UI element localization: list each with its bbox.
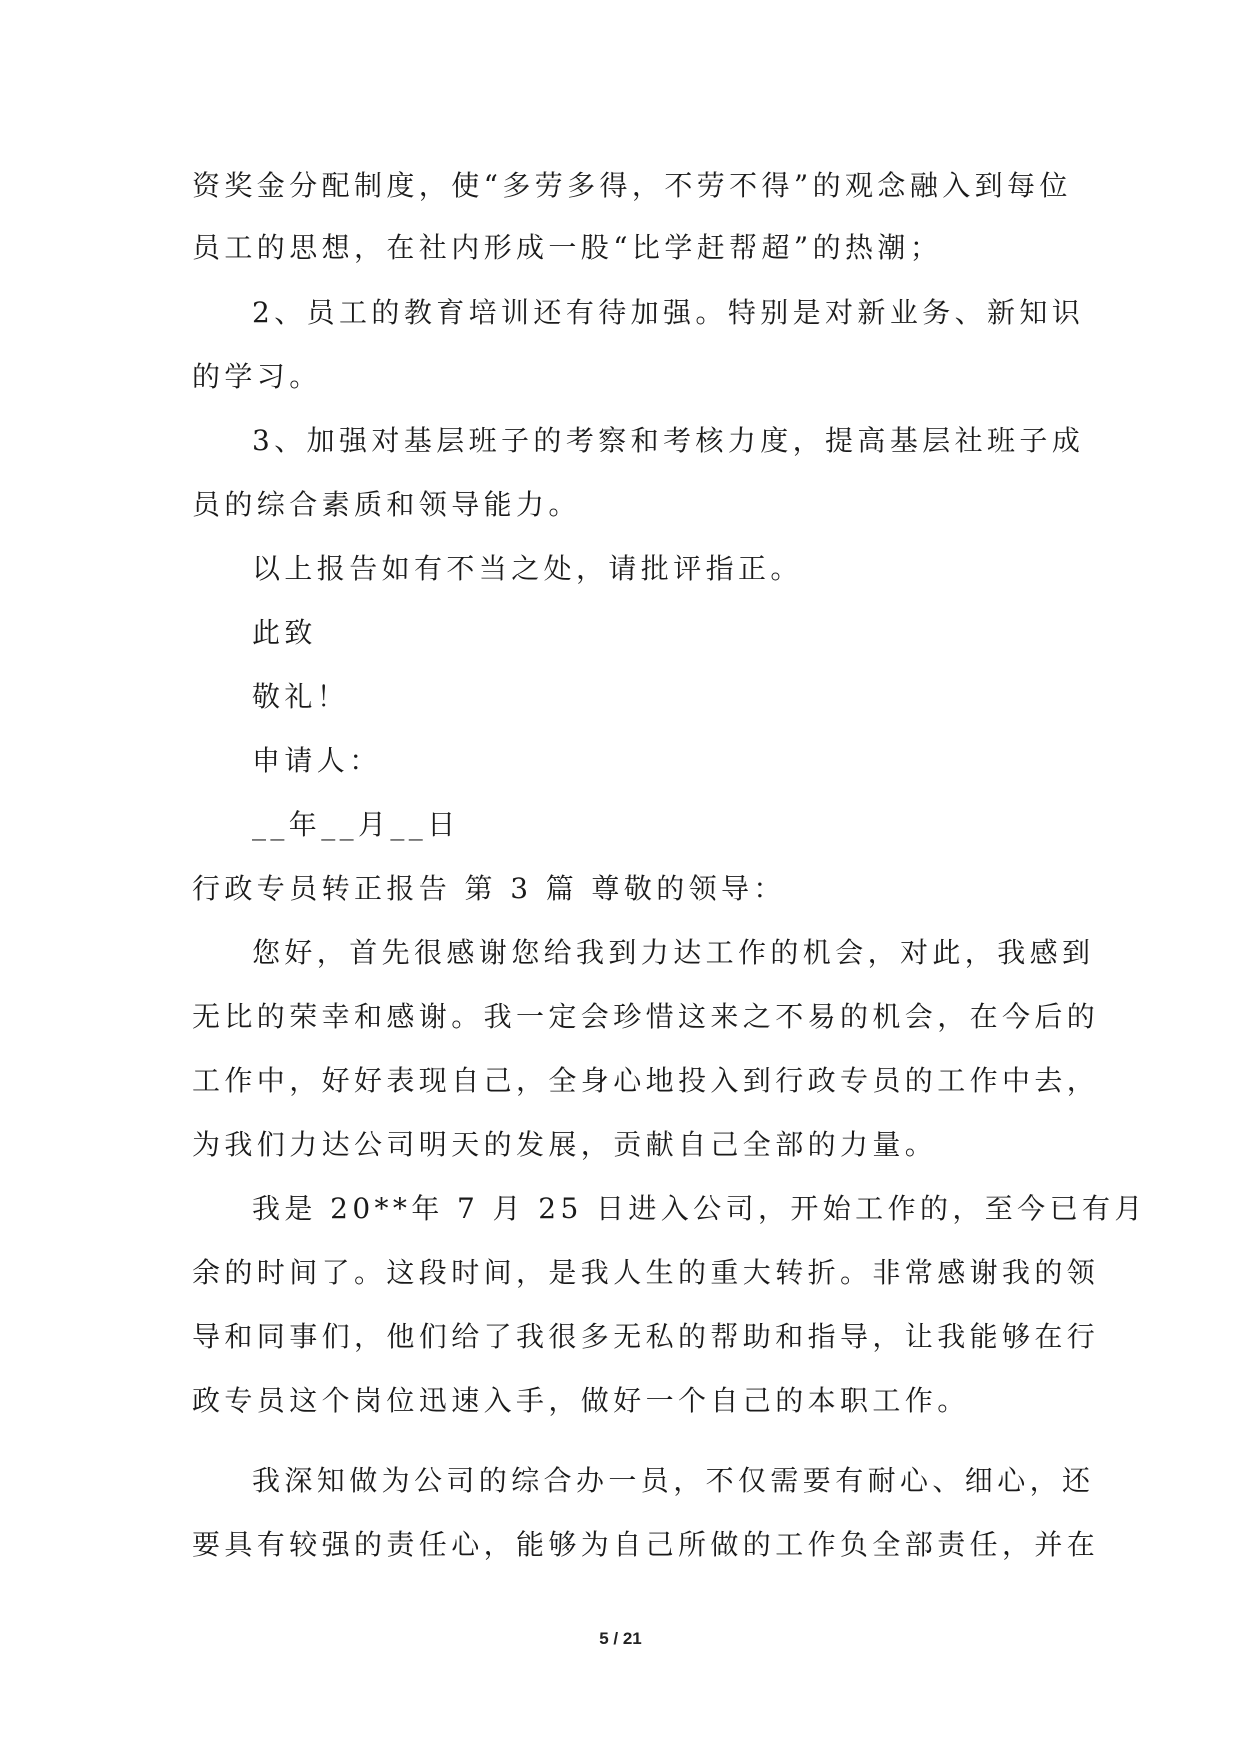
text-line: 敬礼！ (252, 680, 350, 713)
page-number: 5 / 21 (599, 1629, 642, 1648)
section-heading: 行政专员转正报告 第 3 篇 尊敬的领导： (192, 872, 786, 905)
text-line: 的学习。 (192, 360, 322, 393)
text-line: 申请人： (252, 744, 382, 777)
text-line: 我是 20**年 7 月 25 日进入公司，开始工作的，至今已有月 (252, 1192, 1147, 1225)
text-line: 政专员这个岗位迅速入手，做好一个自己的本职工作。 (192, 1384, 970, 1417)
text-line: 员工的思想，在社内形成一股“比学赶帮超”的热潮； (192, 231, 943, 264)
text-line: 2、员工的教育培训还有待加强。特别是对新业务、新知识 (252, 296, 1085, 329)
text-line: 您好，首先很感谢您给我到力达工作的机会，对此，我感到 (252, 936, 1095, 969)
text-line: 我深知做为公司的综合办一员，不仅需要有耐心、细心，还 (252, 1464, 1095, 1497)
text-line: 此致 (252, 616, 317, 649)
text-line: 要具有较强的责任心，能够为自己所做的工作负全部责任，并在 (192, 1528, 1100, 1561)
date-line: __年__月__日 (252, 808, 460, 841)
text-line: 无比的荣幸和感谢。我一定会珍惜这来之不易的机会，在今后的 (192, 1000, 1100, 1033)
text-line: 员的综合素质和领导能力。 (192, 488, 581, 521)
text-line: 工作中，好好表现自己，全身心地投入到行政专员的工作中去， (192, 1064, 1100, 1097)
text-line: 3、加强对基层班子的考察和考核力度，提高基层社班子成 (252, 424, 1085, 457)
text-line: 为我们力达公司明天的发展，贡献自己全部的力量。 (192, 1128, 938, 1161)
text-line: 导和同事们，他们给了我很多无私的帮助和指导，让我能够在行 (192, 1320, 1100, 1353)
text-line: 余的时间了。这段时间，是我人生的重大转折。非常感谢我的领 (192, 1256, 1100, 1289)
text-line: 以上报告如有不当之处，请批评指正。 (252, 552, 803, 585)
text-line: 资奖金分配制度，使“多劳多得，不劳不得”的观念融入到每位 (192, 169, 1072, 202)
